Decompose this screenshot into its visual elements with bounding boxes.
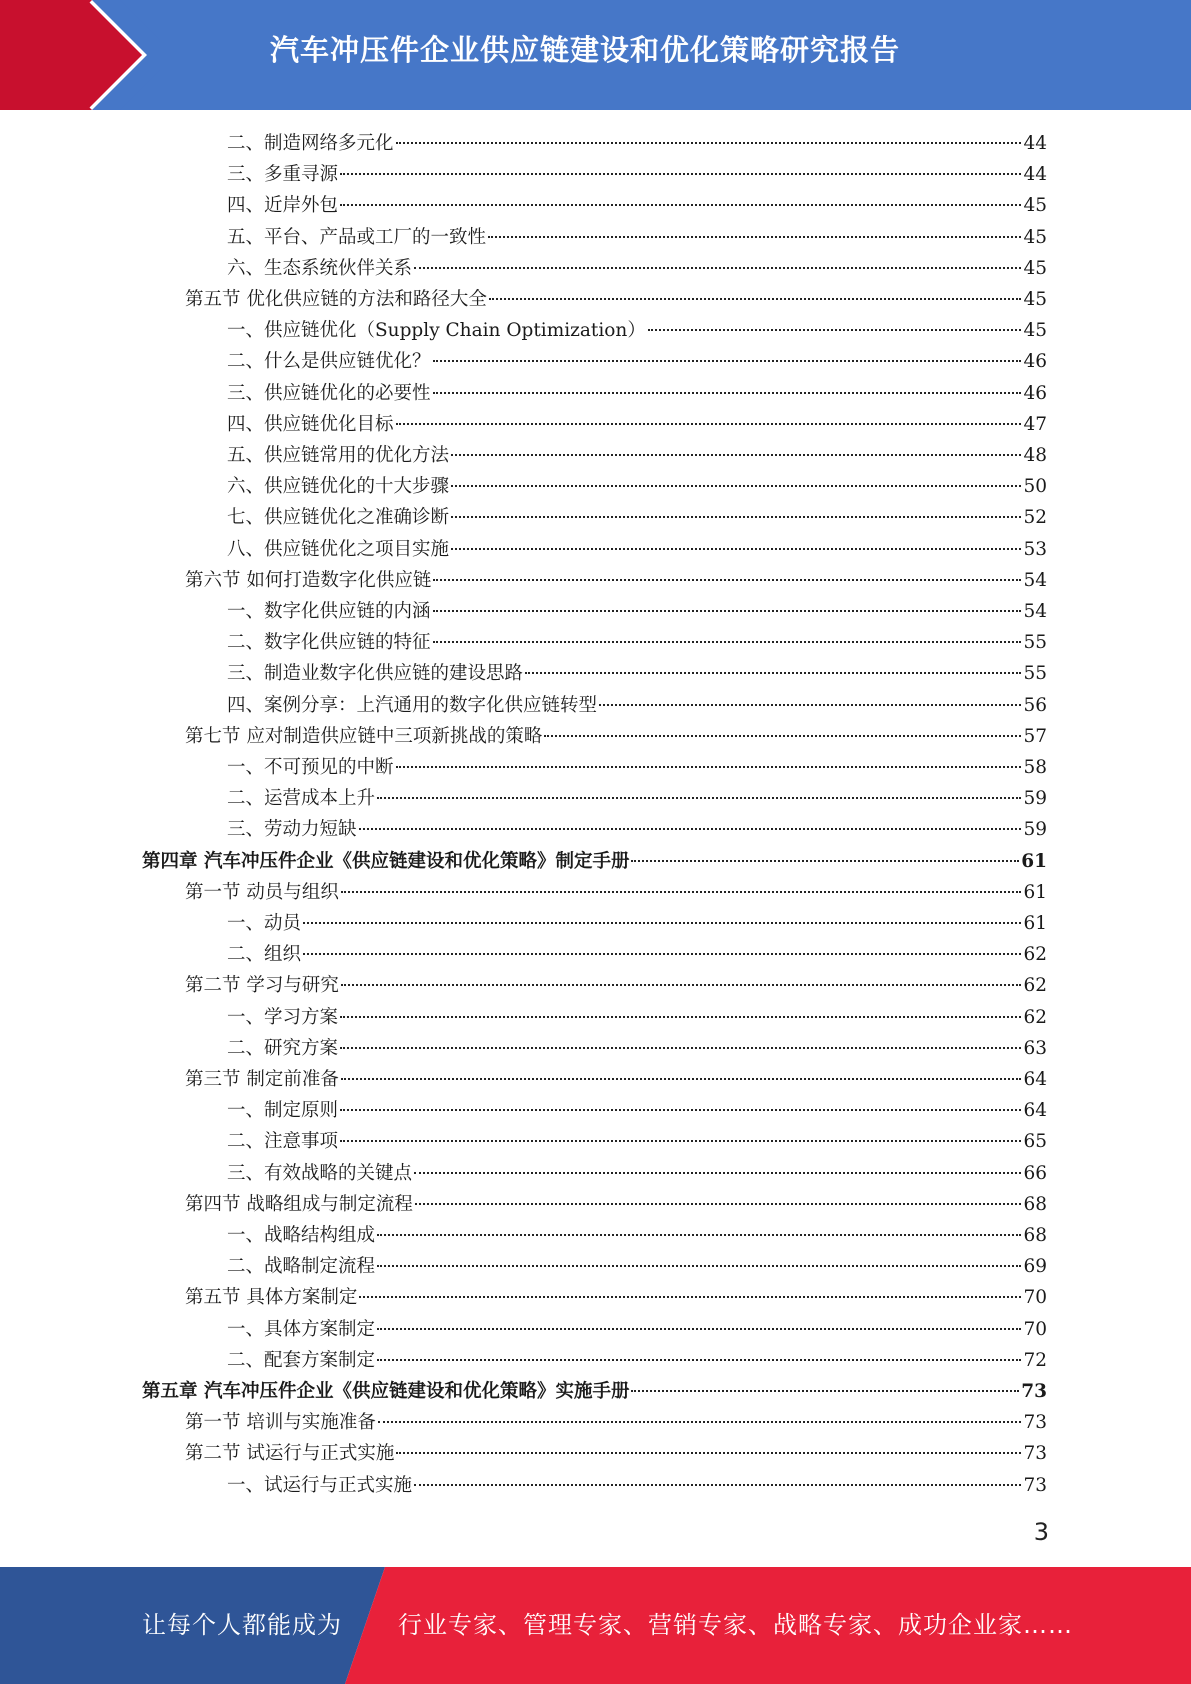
toc-entry-label: 八、供应链优化之项目实施 — [227, 538, 450, 560]
toc-entry-page: 69 — [1023, 1256, 1047, 1278]
toc-entry-label: 四、近岸外包 — [227, 195, 339, 217]
toc-entry-page: 73 — [1023, 1443, 1047, 1465]
toc-entry-page: 59 — [1023, 788, 1047, 810]
toc-dot-leader — [377, 1234, 1021, 1236]
toc-dot-leader — [340, 204, 1021, 206]
toc-entry-label: 一、战略结构组成 — [227, 1225, 376, 1246]
footer-slogan-right: 行业专家、管理专家、营销专家、战略专家、成功企业家…… — [398, 1611, 1073, 1639]
toc-entry[interactable] — [227, 627, 1047, 658]
page-header — [0, 0, 1191, 110]
toc-entry-page: 66 — [1023, 1162, 1047, 1184]
toc-entry-page: 58 — [1023, 757, 1047, 778]
toc-entry-page: 44 — [1023, 164, 1047, 186]
toc-entry-label: 一、供应链优化（Supply Chain Optimization） — [227, 320, 646, 342]
toc-entry-label: 二、配套方案制定 — [227, 1349, 376, 1371]
toc-dot-leader — [433, 392, 1022, 394]
toc-entry[interactable] — [227, 1251, 1047, 1282]
toc-entry-label: 第五节 优化供应链的方法和路径大全 — [185, 289, 487, 310]
toc-entry[interactable] — [142, 846, 1047, 877]
toc-dot-leader — [377, 1328, 1021, 1330]
toc-dot-leader — [341, 984, 1022, 986]
toc-dot-leader — [648, 329, 1022, 331]
toc-entry-page: 61 — [1021, 850, 1047, 872]
toc-entry[interactable] — [227, 346, 1047, 377]
toc-entry[interactable] — [227, 534, 1047, 565]
toc-entry-label: 五、平台、产品或工厂的一致性 — [227, 226, 487, 248]
toc-entry-label: 一、动员 — [227, 913, 302, 934]
toc-entry[interactable] — [227, 222, 1047, 253]
toc-entry[interactable] — [227, 1033, 1047, 1064]
toc-dot-leader — [340, 173, 1021, 175]
footer-slogan-left: 让每个人都能成为 — [142, 1611, 342, 1639]
toc-entry-label: 三、劳动力短缺 — [227, 819, 357, 841]
toc-entry-label: 第五章 汽车冲压件企业《供应链建设和优化策略》实施手册 — [142, 1381, 630, 1402]
toc-entry[interactable] — [227, 159, 1047, 190]
toc-entry-page: 63 — [1023, 1037, 1047, 1059]
toc-entry-label: 第六节 如何打造数字化供应链 — [185, 569, 432, 591]
toc-entry-page: 68 — [1023, 1193, 1047, 1215]
toc-dot-leader — [396, 766, 1022, 768]
toc-entry-page: 62 — [1023, 944, 1047, 966]
toc-dot-leader — [377, 1359, 1021, 1361]
toc-entry[interactable] — [227, 128, 1047, 159]
toc-entry-page: 44 — [1023, 133, 1047, 154]
toc-entry-label: 第三节 制定前准备 — [185, 1069, 339, 1090]
report-title: 汽车冲压件企业供应链建设和优化策略研究报告 — [270, 33, 901, 67]
toc-entry-label: 二、组织 — [227, 944, 302, 966]
toc-entry-label: 第五节 具体方案制定 — [185, 1287, 358, 1309]
toc-entry-page: 45 — [1023, 257, 1047, 279]
toc-entry-label: 三、多重寻源 — [227, 164, 339, 186]
toc-entry[interactable] — [227, 315, 1047, 346]
toc-entry-label: 三、供应链优化的必要性 — [227, 382, 431, 404]
toc-entry-page: 73 — [1023, 1412, 1047, 1434]
toc-dot-leader — [359, 828, 1022, 830]
toc-entry-label: 三、有效战略的关键点 — [227, 1162, 413, 1184]
toc-entry-page: 45 — [1023, 289, 1047, 310]
toc-entry[interactable] — [227, 378, 1047, 409]
toc-dot-leader — [433, 610, 1022, 612]
toc-entry-page: 48 — [1023, 445, 1047, 466]
toc-entry-page: 55 — [1023, 632, 1047, 654]
toc-entry-page: 52 — [1023, 507, 1047, 529]
toc-entry-label: 第四章 汽车冲压件企业《供应链建设和优化策略》制定手册 — [142, 850, 630, 872]
toc-dot-leader — [631, 1390, 1019, 1392]
toc-entry-label: 五、供应链常用的优化方法 — [227, 445, 450, 466]
toc-entry-page: 59 — [1023, 819, 1047, 841]
toc-entry-label: 二、运营成本上升 — [227, 788, 376, 810]
toc-entry-label: 二、制造网络多元化 — [227, 133, 394, 154]
toc-entry-page: 53 — [1023, 538, 1047, 560]
toc-dot-leader — [340, 1016, 1021, 1018]
toc-entry[interactable] — [227, 253, 1047, 284]
toc-dot-leader — [378, 1421, 1022, 1423]
toc-entry-page: 45 — [1023, 195, 1047, 217]
toc-dot-leader — [340, 1109, 1021, 1111]
toc-entry-page: 45 — [1023, 320, 1047, 342]
toc-entry[interactable] — [227, 814, 1047, 845]
toc-entry-label: 一、试运行与正式实施 — [227, 1474, 413, 1496]
toc-dot-leader — [414, 1484, 1021, 1486]
toc-entry-page: 73 — [1023, 1474, 1047, 1496]
toc-entry[interactable] — [227, 1002, 1047, 1033]
toc-dot-leader — [340, 1047, 1021, 1049]
toc-dot-leader — [433, 579, 1021, 581]
toc-dot-leader — [303, 922, 1021, 924]
toc-entry-page: 54 — [1023, 601, 1047, 622]
toc-entry-label: 六、供应链优化的十大步骤 — [227, 476, 450, 498]
toc-entry[interactable] — [227, 939, 1047, 970]
toc-entry-label: 一、学习方案 — [227, 1006, 339, 1028]
toc-dot-leader — [377, 1265, 1021, 1267]
toc-entry[interactable] — [227, 1470, 1047, 1501]
toc-dot-leader — [631, 860, 1019, 862]
toc-entry-page: 68 — [1023, 1225, 1047, 1246]
toc-dot-leader — [488, 236, 1021, 238]
toc-dot-leader — [341, 1078, 1022, 1080]
toc-dot-leader — [396, 423, 1022, 425]
toc-entry[interactable] — [227, 908, 1047, 939]
toc-entry-label: 四、案例分享：上汽通用的数字化供应链转型 — [227, 694, 598, 716]
toc-dot-leader — [396, 1452, 1021, 1454]
toc-entry-label: 二、战略制定流程 — [227, 1256, 376, 1278]
toc-entry[interactable] — [185, 284, 1047, 315]
toc-entry-label: 一、不可预见的中断 — [227, 757, 394, 778]
toc-entry[interactable] — [185, 970, 1047, 1001]
toc-dot-leader — [451, 485, 1021, 487]
toc-entry[interactable] — [185, 1438, 1047, 1469]
toc-entry[interactable] — [227, 502, 1047, 533]
toc-dot-leader — [433, 360, 1022, 362]
toc-entry-page: 65 — [1023, 1131, 1047, 1153]
toc-entry-page: 62 — [1023, 975, 1047, 997]
toc-entry-label: 七、供应链优化之准确诊断 — [227, 507, 450, 529]
toc-dot-leader — [414, 1172, 1021, 1174]
toc-dot-leader — [433, 641, 1022, 643]
toc-entry-label: 一、具体方案制定 — [227, 1318, 376, 1340]
toc-entry-page: 45 — [1023, 226, 1047, 248]
toc-entry-page: 64 — [1023, 1100, 1047, 1122]
toc-entry[interactable] — [227, 783, 1047, 814]
toc-dot-leader — [414, 267, 1021, 269]
toc-dot-leader — [451, 454, 1021, 456]
toc-dot-leader — [544, 735, 1021, 737]
toc-entry-label: 一、制定原则 — [227, 1100, 339, 1122]
toc-entry-page: 56 — [1023, 694, 1047, 716]
toc-entry[interactable] — [185, 721, 1047, 752]
toc-entry[interactable] — [227, 1126, 1047, 1157]
toc-entry-page: 73 — [1021, 1381, 1047, 1402]
toc-entry-page: 55 — [1023, 663, 1047, 685]
page-number: 3 — [1033, 1518, 1049, 1546]
toc-entry[interactable] — [227, 190, 1047, 221]
toc-entry-page: 46 — [1023, 382, 1047, 404]
toc-entry[interactable] — [227, 690, 1047, 721]
toc-entry-page: 70 — [1023, 1318, 1047, 1340]
toc-entry[interactable] — [227, 658, 1047, 689]
toc-entry-page: 70 — [1023, 1287, 1047, 1309]
toc-entry-label: 第一节 培训与实施准备 — [185, 1412, 376, 1434]
toc-entry-label: 二、数字化供应链的特征 — [227, 632, 431, 654]
toc-entry[interactable] — [227, 1158, 1047, 1189]
toc-entry-page: 61 — [1023, 913, 1047, 934]
toc-entry-page: 46 — [1023, 351, 1047, 373]
toc-dot-leader — [525, 672, 1021, 674]
toc-entry-label: 第二节 学习与研究 — [185, 975, 339, 997]
toc-entry-page: 61 — [1023, 881, 1047, 903]
toc-entry[interactable] — [185, 1064, 1047, 1095]
toc-dot-leader — [396, 142, 1022, 144]
toc-dot-leader — [451, 548, 1021, 550]
toc-entry-page: 50 — [1023, 476, 1047, 498]
toc-dot-leader — [303, 953, 1021, 955]
toc-entry-label: 第一节 动员与组织 — [185, 881, 339, 903]
page-footer — [0, 1567, 1191, 1684]
toc-entry[interactable] — [185, 565, 1047, 596]
toc-entry[interactable] — [227, 596, 1047, 627]
toc-dot-leader — [340, 1140, 1021, 1142]
toc-entry-page: 57 — [1023, 725, 1047, 747]
toc-dot-leader — [489, 298, 1022, 300]
toc-entry-label: 三、制造业数字化供应链的建设思路 — [227, 663, 524, 685]
toc-entry-label: 第二节 试运行与正式实施 — [185, 1443, 395, 1465]
toc-entry-page: 64 — [1023, 1069, 1047, 1090]
toc-entry[interactable] — [227, 471, 1047, 502]
toc-entry-page: 72 — [1023, 1349, 1047, 1371]
toc-dot-leader — [341, 891, 1022, 893]
toc-entry[interactable] — [227, 440, 1047, 471]
toc-entry[interactable] — [142, 1376, 1047, 1407]
toc-entry[interactable] — [227, 752, 1047, 783]
toc-entry[interactable] — [185, 877, 1047, 908]
toc-entry-label: 二、注意事项 — [227, 1131, 339, 1153]
header-arrow-decoration — [0, 0, 160, 110]
toc-entry[interactable] — [227, 1220, 1047, 1251]
toc-entry[interactable] — [185, 1189, 1047, 1220]
toc-entry-label: 二、研究方案 — [227, 1037, 339, 1059]
toc-entry-label: 二、什么是供应链优化？ — [227, 351, 431, 373]
toc-entry[interactable] — [227, 1095, 1047, 1126]
toc-entry-page: 54 — [1023, 569, 1047, 591]
toc-entry[interactable] — [227, 409, 1047, 440]
toc-entry-page: 47 — [1023, 413, 1047, 435]
toc-entry[interactable] — [227, 1345, 1047, 1376]
toc-entry-label: 第七节 应对制造供应链中三项新挑战的策略 — [185, 725, 543, 747]
toc-entry-page: 62 — [1023, 1006, 1047, 1028]
toc-entry[interactable] — [227, 1314, 1047, 1345]
toc-entry-label: 六、生态系统伙伴关系 — [227, 257, 413, 279]
toc-dot-leader — [599, 704, 1021, 706]
toc-dot-leader — [415, 1203, 1022, 1205]
toc-entry-label: 一、数字化供应链的内涵 — [227, 601, 431, 622]
toc-entry-label: 四、供应链优化目标 — [227, 413, 394, 435]
toc-dot-leader — [451, 516, 1021, 518]
toc-entry[interactable] — [185, 1407, 1047, 1438]
toc-entry[interactable] — [185, 1282, 1047, 1313]
toc-dot-leader — [359, 1296, 1021, 1298]
toc-entry-label: 第四节 战略组成与制定流程 — [185, 1193, 413, 1215]
toc-dot-leader — [377, 797, 1021, 799]
